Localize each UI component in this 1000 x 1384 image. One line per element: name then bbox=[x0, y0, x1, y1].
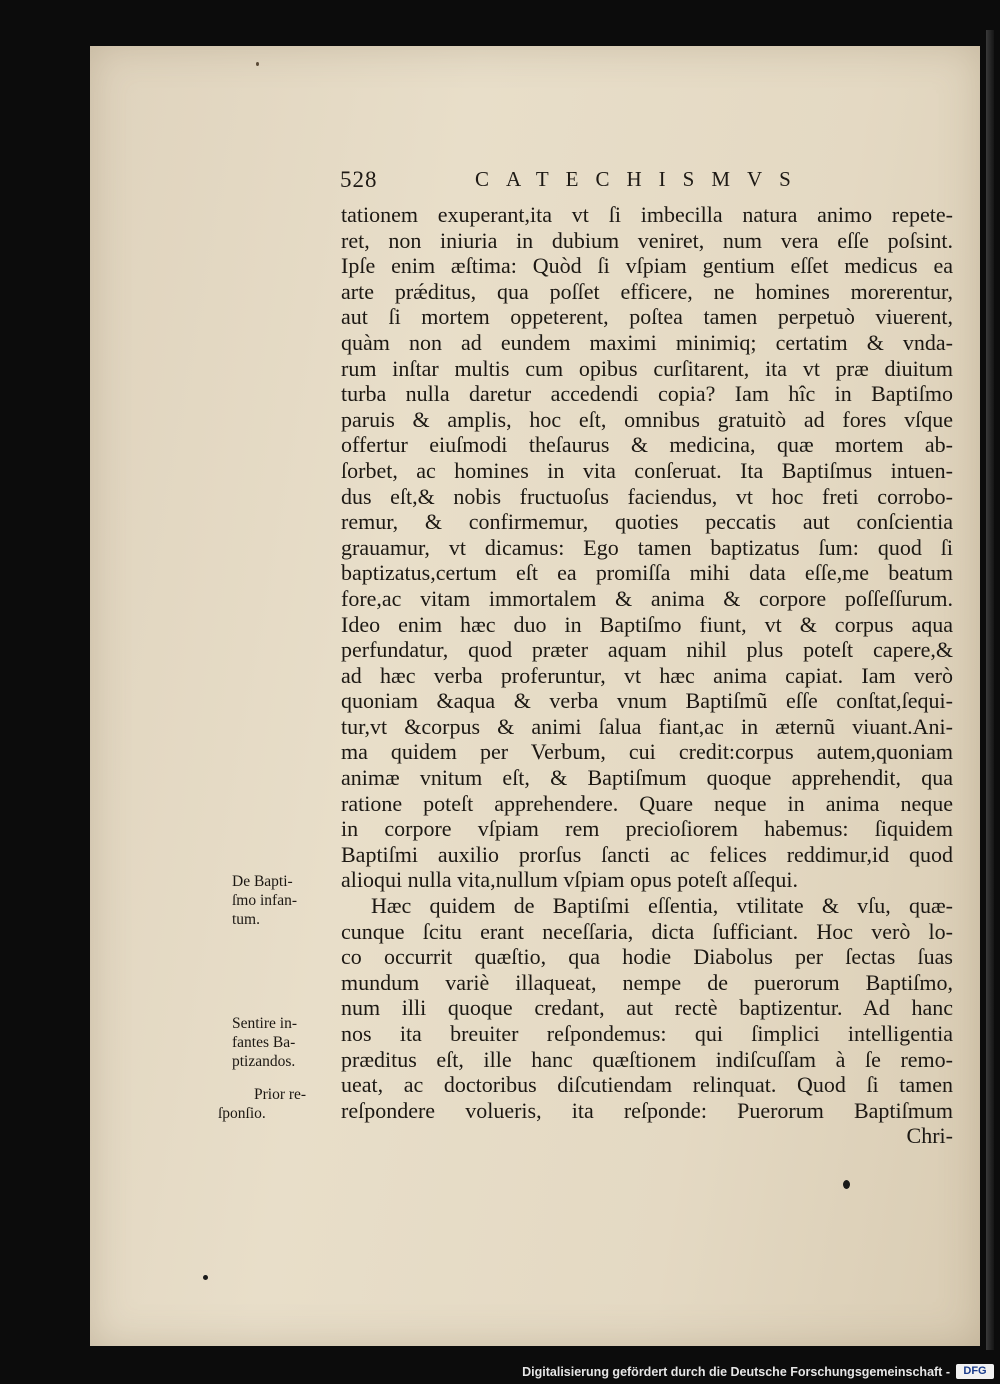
margin-note-sentire-infantes bbox=[232, 1014, 336, 1071]
page-number: 528 bbox=[340, 167, 378, 192]
text-line: arte prǽditus, qua poſſet efficere, ne homines morerentur, bbox=[341, 278, 953, 304]
ink-spot bbox=[256, 62, 259, 66]
margin-note-line: fantes Ba- bbox=[232, 1034, 296, 1051]
margin-note-line: Prior re- bbox=[254, 1086, 307, 1103]
text-line: baptizatus,certum eſt ea promiſſa mihi data eſſe,me beatum bbox=[341, 560, 953, 586]
text-line: reſpondere volueris, ita reſponde: Puerorum Baptiſmum bbox=[341, 1097, 953, 1123]
text-line: fore,ac vitam immortalem & anima & corpore poſſeſſurum. bbox=[341, 585, 953, 611]
margin-note-line: ptizandos. bbox=[232, 1053, 296, 1070]
text-line: tationem exuperant,ita vt ſi imbecilla natura animo repete- bbox=[341, 202, 953, 227]
text-line: nos ita breuiter reſpondemus: qui ſimplici intelligentia bbox=[341, 1021, 953, 1046]
margin-note-line: tum. bbox=[232, 911, 260, 928]
text-line: offertur eiuſmodi theſaurus & medicina, quæ mortem ab- bbox=[341, 432, 953, 458]
margin-note-line: ſponſio. bbox=[218, 1105, 266, 1122]
margin-note-line: De Bapti- bbox=[232, 873, 293, 890]
text-line: ueat, ac doctoribus diſcutiendam relinquat. Quod ſi tamen bbox=[341, 1072, 953, 1098]
text-line: in corpore vſpiam rem precioſiorem habemus: ſiquidem bbox=[341, 816, 953, 842]
text-line: tur,vt &corpus & animi ſalua fiant,ac in æternũ viuant.Ani- bbox=[341, 713, 953, 739]
ink-spot bbox=[843, 1180, 850, 1189]
text-line: ſorbet, ac homines in vita conſeruat. Ita Baptiſmus intuen- bbox=[341, 457, 953, 483]
text-line: perfundatur, quod præter aquam nihil plus poteſt capere,& bbox=[341, 637, 953, 663]
margin-note-de-baptismo-infantum bbox=[232, 872, 336, 929]
text-line: ratione poteſt apprehendere. Quare neque in anima neque bbox=[341, 790, 953, 816]
text-line: cunque ſcitu erant neceſſaria, dicta ſufficiant. Hoc verò lo- bbox=[341, 918, 953, 944]
text-line: co occurrit quæſtio, qua hodie Diabolus per ſectas ſuas bbox=[341, 944, 953, 970]
text-line: quoniam &aqua & verba vnum Baptiſmũ eſſe conſtat,ſequi- bbox=[341, 688, 953, 714]
text-line: Hæc quidem de Baptiſmi eſſentia, vtilitate & vſu, quæ- bbox=[371, 893, 953, 919]
text-line: quàm non ad eundem maximi minimiq; certatim & vnda- bbox=[341, 329, 953, 355]
text-line: ret, non iniuria in dubium veniret, num vera eſſe poſsint. bbox=[341, 227, 953, 253]
text-line: ma quidem per Verbum, cui credit:corpus autem,quoniam bbox=[341, 739, 953, 765]
margin-note-prior-responsio bbox=[218, 1085, 336, 1123]
running-title: CATECHISMVS bbox=[475, 167, 808, 191]
text-line: Ipſe enim æſtima: Quòd ſi vſpiam gentium eſſet medicus ea bbox=[341, 253, 953, 279]
digitization-footer bbox=[522, 1362, 1000, 1382]
text-line: animæ vnitum eſt, & Baptiſmum quoque apprehendit, qua bbox=[341, 765, 953, 791]
text-line: turba nulla daretur accedendi copia? Iam hîc in Baptiſmo bbox=[341, 381, 953, 407]
text-line: mundum variè illaqueat, nempe de puerorum Baptiſmo, bbox=[341, 969, 953, 995]
text-line: paruis & amplis, hoc eſt, omnibus gratuitò ad fores vſque bbox=[341, 406, 953, 432]
text-line: num illi quoque credant, aut rectè baptizentur. Ad hanc bbox=[341, 995, 953, 1021]
text-line: remur, & confirmemur, quoties peccatis aut conſcientia bbox=[341, 509, 953, 535]
footer-credit: Digitalisierung gefördert durch die Deutsche Forschungsgemeinschaft - bbox=[522, 1365, 950, 1379]
text-line: rum inſtar multis cum opibus curſitarent, ita vt præ diuitum bbox=[341, 355, 953, 381]
text-line: Baptiſmi auxilio prorſus ſancti ac felices reddimur,id quod bbox=[341, 841, 953, 867]
text-line: grauamur, vt dicamus: Ego tamen baptizatus ſum: quod ſi bbox=[341, 534, 953, 560]
page-header bbox=[340, 167, 820, 195]
text-line: ad hæc verba proferuntur, vt hæc anima capiat. Iam verò bbox=[341, 662, 953, 688]
ink-spot bbox=[203, 1275, 208, 1280]
page-edge-shadow bbox=[986, 30, 994, 1350]
body-text bbox=[341, 202, 953, 1149]
margin-note-line: Sentire in- bbox=[232, 1015, 297, 1032]
text-line: alioqui nulla vita,nullum vſpiam opus poteſt aſſequi. bbox=[341, 867, 799, 893]
text-line: aut ſi mortem oppeterent, poſtea tamen perpetuò viuerent, bbox=[341, 304, 953, 330]
text-line: dus eſt,& nobis fructuoſus faciendus, vt hoc freti corrobo- bbox=[341, 483, 953, 509]
dfg-logo: DFG bbox=[956, 1364, 994, 1379]
text-line: Ideo enim hæc duo in Baptiſmo fiunt, vt & corpus aqua bbox=[341, 611, 953, 637]
catchword: Chri- bbox=[906, 1123, 953, 1149]
margin-note-line: ſmo infan- bbox=[232, 892, 297, 909]
text-line: præditus eſt, ille hanc quæſtionem indiſcuſſam à ſe remo- bbox=[341, 1046, 953, 1072]
